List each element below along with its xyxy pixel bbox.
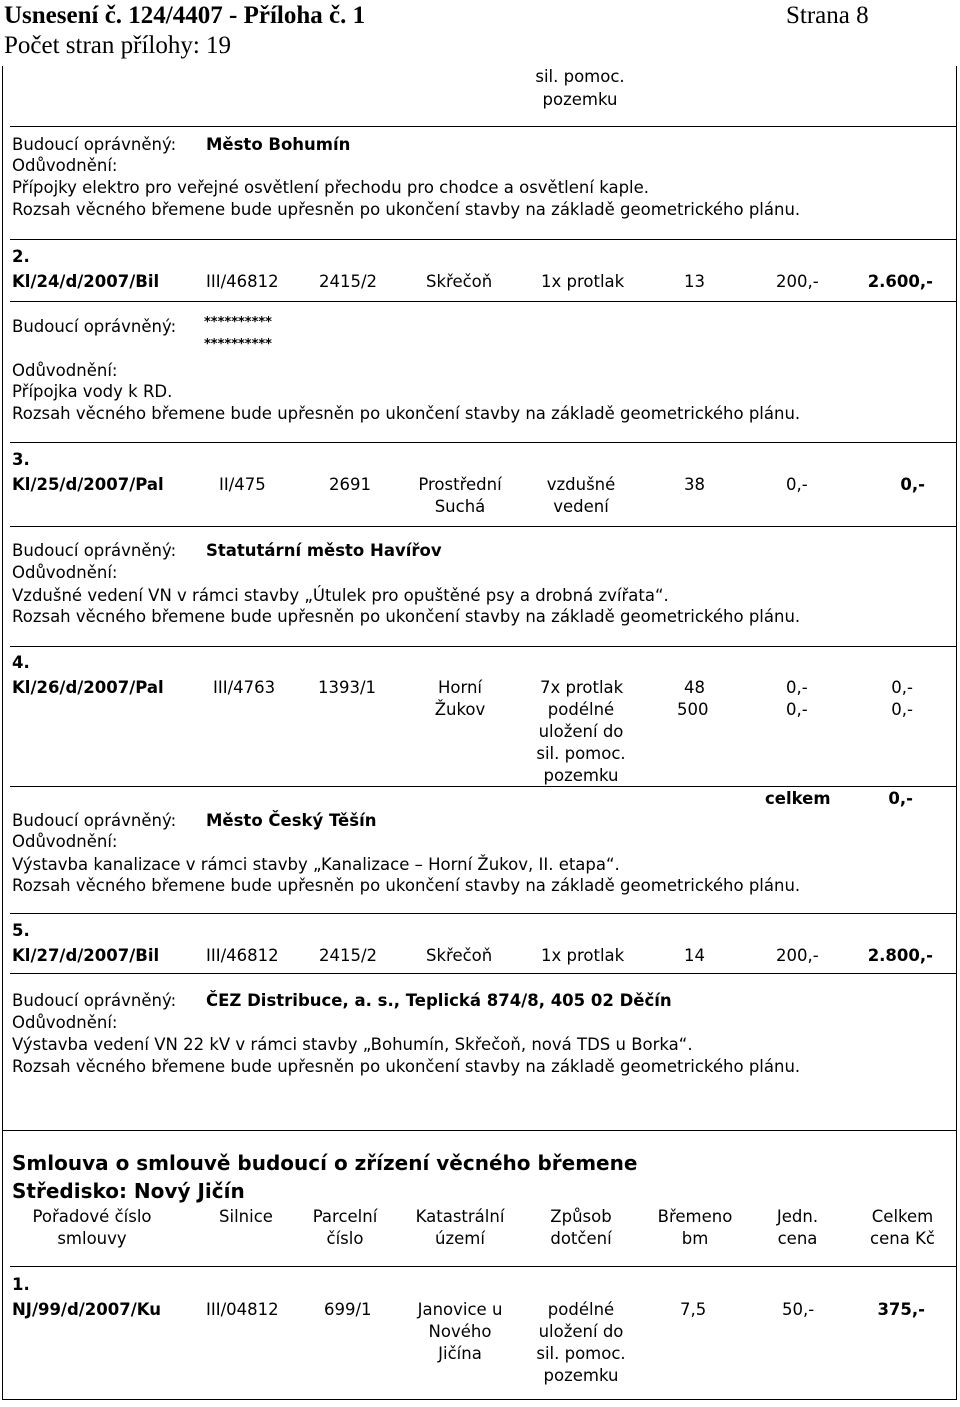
length: 14: [684, 946, 705, 965]
unit-price: 200,-: [776, 272, 819, 291]
column-header: Celkem: [871, 1207, 934, 1226]
row-divider: [10, 126, 956, 127]
total-price: 0,-: [891, 678, 913, 697]
parcel: 699/1: [324, 1300, 372, 1319]
scope-text: Rozsah věcného břemene bude upřesněn po ukončení stavby na základě geometrického plánu.: [12, 200, 801, 219]
column-header: Silnice: [219, 1207, 273, 1226]
parcel: 2415/2: [319, 272, 378, 291]
total-price: 375,-: [877, 1300, 925, 1319]
holder-label: Budoucí oprávněný:: [12, 991, 177, 1010]
unit-price: 200,-: [776, 946, 819, 965]
holder-value: Statutární město Havířov: [206, 541, 442, 560]
scope-text: Rozsah věcného břemene bude upřesněn po ukončení stavby na základě geometrického plánu.: [12, 1057, 801, 1076]
holder-label: Budoucí oprávněný:: [12, 317, 177, 336]
length: 38: [684, 475, 705, 494]
total-price: 0,-: [900, 475, 925, 494]
method: vedení: [553, 497, 609, 516]
contract-number: Kl/24/d/2007/Bil: [12, 272, 160, 291]
justification-label: Odůvodnění:: [12, 563, 118, 582]
scope-text: Rozsah věcného břemene bude upřesněn po ukončení stavby na základě geometrického plánu.: [12, 876, 801, 895]
column-header: Pořadové číslo: [32, 1207, 152, 1226]
column-header: dotčení: [550, 1229, 612, 1248]
justification-text: Výstavba kanalizace v rámci stavby „Kanalizace – Horní Žukov, II. etapa“.: [12, 855, 620, 874]
cadastral-area: Žukov: [434, 700, 486, 719]
justification-label: Odůvodnění:: [12, 156, 118, 175]
holder-value: ČEZ Distribuce, a. s., Teplická 874/8, 405 02 Děčín: [206, 991, 672, 1010]
justification-text: Vzdušné vedení VN v rámci stavby „Útulek pro opuštěné psy a drobná zvířata“.: [12, 586, 669, 605]
frame-bottom-border: [2, 1399, 957, 1400]
column-header: Katastrální: [415, 1207, 505, 1226]
holder-label: Budoucí oprávněný:: [12, 811, 177, 830]
road: III/46812: [206, 946, 279, 965]
justification-label: Odůvodnění:: [12, 1013, 118, 1032]
holder-value: **********: [204, 315, 272, 330]
pages-total: Počet stran přílohy: 19: [4, 32, 232, 59]
column-header: smlouvy: [57, 1229, 127, 1248]
total-price: 2.600,-: [867, 272, 933, 291]
row-divider: [10, 526, 956, 527]
row-divider: [10, 239, 956, 240]
cadastral-area: Nového: [428, 1322, 492, 1341]
method: 7x protlak: [540, 678, 624, 697]
road: III/04812: [206, 1300, 279, 1319]
total-price: 0,-: [891, 700, 913, 719]
unit-price: 0,-: [786, 475, 808, 494]
road: II/475: [219, 475, 266, 494]
contract-number: Kl/27/d/2007/Bil: [12, 946, 160, 965]
method: sil. pomoc.: [536, 1344, 626, 1363]
column-header: Jedn.: [776, 1207, 819, 1226]
unit-price: 0,-: [786, 678, 808, 697]
column-header: Břemeno: [657, 1207, 733, 1226]
column-header: cena Kč: [870, 1229, 935, 1248]
method-line: sil. pomoc.: [535, 67, 625, 86]
cadastral-area: Prostřední: [418, 475, 502, 494]
section-top-border: [2, 1130, 957, 1131]
method-line: pozemku: [542, 90, 618, 109]
method: vzdušné: [546, 475, 616, 494]
length: 7,5: [680, 1300, 707, 1319]
column-header: Způsob: [550, 1207, 612, 1226]
road: III/4763: [213, 678, 276, 697]
row-divider: [10, 301, 956, 302]
holder-label: Budoucí oprávněný:: [12, 135, 177, 154]
sum-label: celkem: [765, 789, 831, 808]
road: III/46812: [206, 272, 279, 291]
holder-label: Budoucí oprávněný:: [12, 541, 177, 560]
method: sil. pomoc.: [536, 744, 626, 763]
column-header: území: [435, 1229, 485, 1248]
item-number: 2.: [12, 247, 30, 266]
parcel: 2415/2: [319, 946, 378, 965]
row-divider: [10, 913, 956, 914]
frame-right-border: [956, 66, 957, 1400]
length: 48: [684, 678, 705, 697]
contract-number: Kl/26/d/2007/Pal: [12, 678, 164, 697]
method: podélné: [547, 1300, 615, 1319]
scope-text: Rozsah věcného břemene bude upřesněn po ukončení stavby na základě geometrického plánu.: [12, 404, 801, 423]
cadastral-area: Skřečoň: [426, 946, 493, 965]
method: 1x protlak: [541, 272, 625, 291]
parcel: 1393/1: [318, 678, 377, 697]
cadastral-area: Suchá: [434, 497, 486, 516]
holder-value: **********: [204, 337, 272, 352]
row-divider: [10, 786, 956, 787]
contract-number: NJ/99/d/2007/Ku: [12, 1300, 161, 1319]
unit-price: 50,-: [782, 1300, 815, 1319]
column-header: bm: [681, 1229, 709, 1248]
cadastral-area: Jičína: [438, 1344, 482, 1363]
frame-left-border: [2, 66, 3, 1400]
justification-label: Odůvodnění:: [12, 361, 118, 380]
method: podélné: [547, 700, 615, 719]
contract-number: Kl/25/d/2007/Pal: [12, 475, 164, 494]
row-divider: [10, 1266, 956, 1267]
item-number: 5.: [12, 921, 30, 940]
row-divider: [10, 442, 956, 443]
item-number: 3.: [12, 450, 30, 469]
method: pozemku: [543, 1366, 619, 1385]
column-header: cena: [777, 1229, 818, 1248]
item-number: 4.: [12, 653, 30, 672]
justification-text: Přípojka vody k RD.: [12, 382, 173, 401]
page-number: Strana 8: [786, 2, 869, 29]
method: pozemku: [543, 766, 619, 785]
row-divider: [10, 646, 956, 647]
holder-value: Město Bohumín: [206, 135, 351, 154]
method: uložení do: [538, 1322, 624, 1341]
section-center: Středisko: Nový Jičín: [12, 1179, 245, 1203]
justification-text: Přípojky elektro pro veřejné osvětlení přechodu pro chodce a osvětlení kaple.: [12, 178, 650, 197]
justification-label: Odůvodnění:: [12, 832, 118, 851]
row-divider: [10, 973, 956, 974]
length: 500: [677, 700, 709, 719]
method: 1x protlak: [541, 946, 625, 965]
holder-value: Město Český Těšín: [206, 811, 377, 830]
section-title: Smlouva o smlouvě budoucí o zřízení věcného břemene: [12, 1151, 638, 1175]
parcel: 2691: [329, 475, 371, 494]
item-number: 1.: [12, 1275, 30, 1294]
cadastral-area: Janovice u: [417, 1300, 503, 1319]
sum-value: 0,-: [888, 789, 913, 808]
document-title: Usnesení č. 124/4407 - Příloha č. 1: [4, 2, 366, 29]
cadastral-area: Horní: [437, 678, 483, 697]
length: 13: [684, 272, 705, 291]
method: uložení do: [538, 722, 624, 741]
column-header: Parcelní: [312, 1207, 378, 1226]
column-header: číslo: [326, 1229, 364, 1248]
cadastral-area: Skřečoň: [426, 272, 493, 291]
justification-text: Výstavba vedení VN 22 kV v rámci stavby „Bohumín, Skřečoň, nová TDS u Borka“.: [12, 1035, 693, 1054]
scope-text: Rozsah věcného břemene bude upřesněn po ukončení stavby na základě geometrického plánu.: [12, 607, 801, 626]
unit-price: 0,-: [786, 700, 808, 719]
total-price: 2.800,-: [867, 946, 933, 965]
